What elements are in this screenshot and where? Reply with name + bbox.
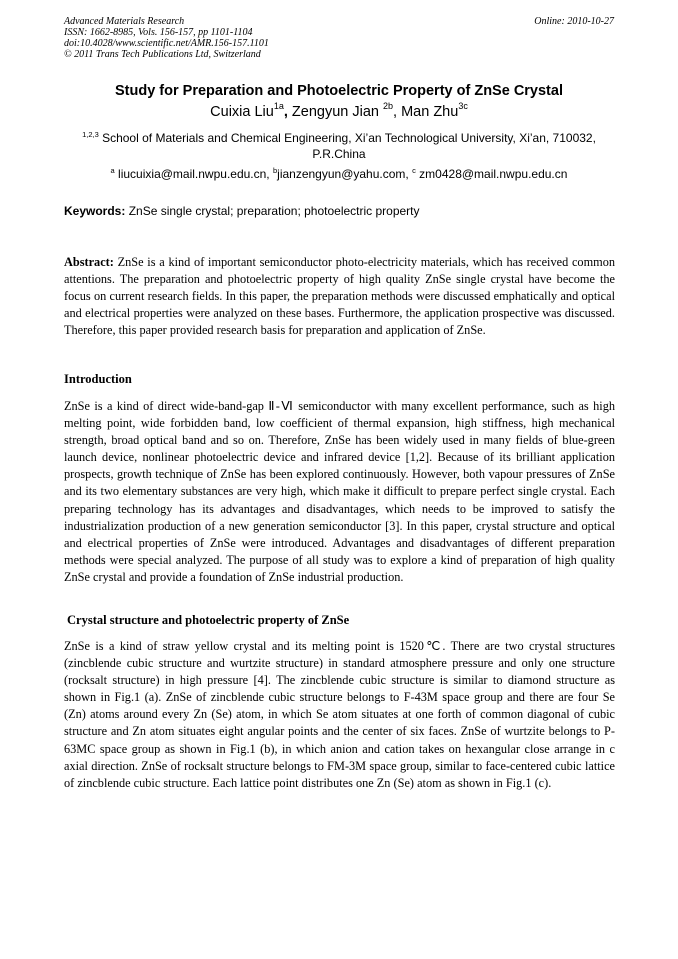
- email-superscript: b: [272, 166, 278, 175]
- affiliation-text: School of Materials and Chemical Engineering, Xi’an Technological University, Xi’an, 710032, P.R.China: [98, 131, 596, 161]
- affiliation-superscript: 1,2,3: [82, 130, 99, 139]
- email-address: zm0428@mail.nwpu.edu.cn: [415, 167, 568, 181]
- copyright-line: © 2011 Trans Tech Publications Ltd, Switzerland: [64, 49, 261, 60]
- keywords-text: ZnSe single crystal; preparation; photoelectric property: [125, 204, 420, 218]
- section-heading-introduction: Introduction: [64, 372, 132, 386]
- author-superscript: 2b: [383, 101, 394, 111]
- section-heading-crystal-structure: Crystal structure and photoelectric property of ZnSe: [67, 613, 350, 627]
- keywords-label: Keywords:: [64, 204, 126, 218]
- author-list: Cuixia Liu$^{1a}$, Zengyun Jian $^{2b}$, Man Zhu$^{3c}$: [210, 101, 468, 120]
- paper-title: Study for Preparation and Photoelectric Property of ZnSe Crystal: [115, 83, 563, 99]
- keywords: [64, 204, 616, 218]
- author-name: Cuixia Liu: [210, 104, 274, 120]
- abstract: [64, 254, 615, 339]
- author-superscript: 1a: [273, 101, 284, 111]
- author-name: Zengyun Jian: [291, 104, 383, 120]
- online-date: Online: 2010-10-27: [534, 16, 614, 27]
- email-superscript: c: [412, 166, 416, 175]
- journal-info: [64, 16, 614, 60]
- email-superscript: a: [110, 166, 115, 175]
- author-name: Man Zhu: [401, 104, 459, 120]
- email-address: jianzengyun@yahu.com,: [277, 167, 413, 181]
- issn-line: ISSN: 1662-8985, Vols. 156-157, pp 1101-1104: [64, 27, 253, 38]
- abstract-text: ZnSe is a kind of important semiconductor photo-electricity materials, which has received common attentions. The preparation and photoelectric property of high quality ZnSe single crystal have become the focus on current research fields. In this paper, the preparation methods were discussed emphatically and optical and electrical properties were analyzed on these bases. Furthermore, the application prospective was discussed. Therefore, this paper provided research basis for preparation and application of ZnSe.: [64, 255, 615, 338]
- introduction-paragraph: ZnSe is a kind of direct wide-band-gap Ⅱ-Ⅵ semiconductor with many excellent performance, such as high melting point, wide forbidden band, low coefficient of thermal expansion, high stiffness, high mechanical strength, broad optical band and so on. Therefore, ZnSe has been widely used in many fields of blue-green launch device, nonlinear photoelectric device and infrared device [1,2]. Because of its brilliant application prospects, growth technique of ZnSe has been explored continuously. However, both vapour pressures of ZnSe and its two elementary substances are very high, which make it difficult to prepare perfect single crystal. Each preparing technology has its advantages and disadvantages, which needs to be improved to satisfy the industrialization production of a new generation semiconductor [3]. In this paper, crystal structure and optical and electrical properties of ZnSe were introduced. Advantages and disadvantages of different preparation methods were special analyzed. The purpose of all study was to explore a kind of preparation of high quality ZnSe crystal and provide a foundation of ZnSe industrial production.: [64, 399, 615, 584]
- crystal-structure-paragraph: ZnSe is a kind of straw yellow crystal and its melting point is 1520℃. There are two crystal structures (zincblende cubic structure and wurtzite structure) in standard atmosphere pressure and only one structure (rocksalt structure) in high pressure [4]. The zincblende cubic structure is similar to diamond structure as shown in Fig.1 (a). ZnSe of zincblende cubic structure belongs to F-43M space group and there are four Se (Zn) atoms around every Zn (Se) atom, in which Se atom situates at one forth of common diagonal of cubic structure and Zn atom situates eight angular points and the center of six faces. ZnSe of wurtzite belongs to P-63MC space group as shown in Fig.1 (b), in which anion and cation takes on hexangular close arrange in c axial direction. ZnSe of rocksalt structure belongs to FM-3M space group, similar to face-centered cubic lattice of zincblende cubic structure. Each lattice point distributes one Zn (Se) atom as shown in Fig.1 (c).: [64, 639, 615, 790]
- author-superscript: 3c: [458, 101, 468, 111]
- affiliation: [64, 130, 614, 162]
- doi-line: doi:10.4028/www.scientific.net/AMR.156-157.1101: [64, 38, 269, 49]
- abstract-label: Abstract:: [64, 255, 114, 269]
- journal-name: Advanced Materials Research: [64, 16, 185, 27]
- journal-header: [64, 16, 614, 60]
- email-address: liucuixia@mail.nwpu.edu.cn,: [114, 167, 273, 181]
- email-list: [0, 167, 678, 181]
